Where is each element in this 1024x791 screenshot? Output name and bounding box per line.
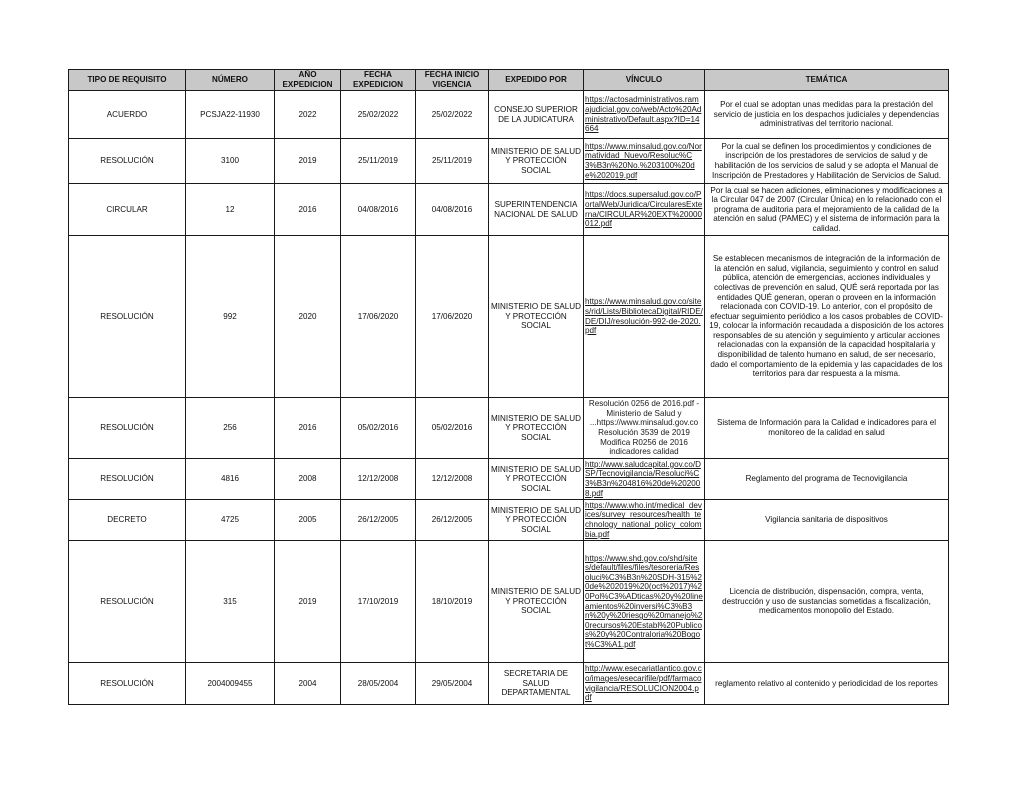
cell-vinculo-link[interactable]: https://www.shd.gov.co/shd/sites/default/files/files/tesoreria/Resoluci%C3%B3n%20SDH-315%20de%202019%20(oct%2017)%20Pol%C3%ADticas%20y%20lineamientos%20inversi%C3%B3n%20y%20riesgo%20manejo%20recursos%20Establ%20Publicos%20y%20Contraloria%20Bogot%C3%A1.pdf — [584, 541, 705, 663]
cell-fecha-vigencia: 18/10/2019 — [416, 541, 489, 663]
cell-tematica: Sistema de Información para la Calidad e indicadores para el monitoreo de la calidad en salud — [705, 398, 949, 459]
cell-numero: PCSJA22-11930 — [186, 91, 275, 139]
cell-vinculo-link[interactable]: https://docs.supersalud.gov.co/PortalWeb/Juridica/CircularesExterna/CIRCULAR%20EXT%20000012.pdf — [584, 184, 705, 236]
cell-anio: 2008 — [275, 459, 341, 500]
cell-tipo: RESOLUCIÓN — [69, 139, 186, 184]
cell-fecha-vigencia: 04/08/2016 — [416, 184, 489, 236]
cell-expedido-por: SUPERINTENDENCIA NACIONAL DE SALUD — [489, 184, 584, 236]
cell-vinculo-link[interactable]: https://actosadministrativos.ramajudicial.gov.co/web/Acto%20Administrativo/Default.aspx?ID=14664 — [584, 91, 705, 139]
header-tipo: TIPO DE REQUISITO — [69, 70, 186, 91]
cell-expedido-por: MINISTERIO DE SALUD Y PROTECCIÓN SOCIAL — [489, 541, 584, 663]
table-row — [69, 459, 949, 500]
cell-fecha-expedicion: 04/08/2016 — [341, 184, 416, 236]
cell-fecha-expedicion: 28/05/2004 — [341, 663, 416, 705]
cell-tipo: RESOLUCIÓN — [69, 398, 186, 459]
cell-fecha-vigencia: 29/05/2004 — [416, 663, 489, 705]
cell-numero: 256 — [186, 398, 275, 459]
cell-fecha-expedicion: 17/06/2020 — [341, 236, 416, 398]
cell-expedido-por: MINISTERIO DE SALUD Y PROTECCIÓN SOCIAL — [489, 459, 584, 500]
requirements-table — [68, 69, 949, 705]
cell-tipo: RESOLUCIÓN — [69, 541, 186, 663]
table-row — [69, 398, 949, 459]
cell-numero: 12 — [186, 184, 275, 236]
cell-fecha-expedicion: 17/10/2019 — [341, 541, 416, 663]
header-fecha-vigencia: FECHA INICIO VIGENCIA — [416, 70, 489, 91]
cell-vinculo-link[interactable]: http://www.saludcapital.gov.co/DSP/Tecnovigilancia/Resoluci%C3%B3n%204816%20de%202008.pdf — [584, 459, 705, 500]
table-row — [69, 663, 949, 705]
table-row — [69, 139, 949, 184]
table-row — [69, 184, 949, 236]
cell-vinculo-link[interactable]: https://www.minsalud.gov.co/Normatividad_Nuevo/Resoluc%C3%B3n%20No.%203100%20de%202019.pdf — [584, 139, 705, 184]
cell-tipo: RESOLUCIÓN — [69, 459, 186, 500]
cell-vinculo-link[interactable]: https://www.who.int/medical_devices/survey_resources/health_technology_national_policy_colombia.pdf — [584, 500, 705, 541]
cell-anio: 2004 — [275, 663, 341, 705]
cell-tematica: Por la cual se definen los procedimientos y condiciones de inscripción de los prestadores de servicios de salud y de habilitación de los servicios de salud y se adopta el Manual de Inscripción de Prestadores y Habilitación de Servicios de Salud. — [705, 139, 949, 184]
cell-tipo: ACUERDO — [69, 91, 186, 139]
cell-tematica: Por la cual se hacen adiciones, eliminaciones y modificaciones a la Circular 047 de 2007 (Circular Única) en lo relacionado con el programa de auditoria para el mejoramiento de la calidad de la atención en salud (PAMEC) y el sistema de información para la calidad. — [705, 184, 949, 236]
cell-numero: 3100 — [186, 139, 275, 184]
cell-expedido-por: SECRETARIA DE SALUD DEPARTAMENTAL — [489, 663, 584, 705]
cell-tipo: RESOLUCIÓN — [69, 236, 186, 398]
cell-vinculo-link[interactable]: https://www.minsalud.gov.co/sites/rid/Lists/BibliotecaDigital/RIDE/DE/DIJ/resolución-992-de-2020.pdf — [584, 236, 705, 398]
cell-fecha-vigencia: 25/11/2019 — [416, 139, 489, 184]
cell-fecha-vigencia: 12/12/2008 — [416, 459, 489, 500]
cell-anio: 2016 — [275, 184, 341, 236]
cell-vinculo-text[interactable]: Resolución 0256 de 2016.pdf - Ministerio de Salud y ...https://www.minsalud.gov.co Resolución 3539 de 2019 Modifica R0256 de 2016 indicadores calidad — [584, 398, 705, 459]
cell-expedido-por: MINISTERIO DE SALUD Y PROTECCIÓN SOCIAL — [489, 398, 584, 459]
cell-tematica: Se establecen mecanismos de integración de la información de la atención en salud, vigilancia, seguimiento y control en salud pública, atención de emergencias, acciones individuales y colectivas de prevención en salud, QUÉ será reportada por las entidades QUÉ generan, operan o proveen en la información relacionada con COVID-19. Lo anterior, con el propósito de efectuar seguimiento periódico a los casos probables de COVID-19, colocar la información recaudada a disposición de los actores responsables de su atención y seguimiento y articular acciones relacionadas con la expansión de la capacidad hospitalaria y disponibilidad de talento humano en salud, de ser necesario, dado el comportamiento de la epidemia y las capacidades de los territorios para dar respuesta a la misma. — [705, 236, 949, 398]
header-tematica: TEMÁTICA — [705, 70, 949, 91]
cell-expedido-por: MINISTERIO DE SALUD Y PROTECCIÓN SOCIAL — [489, 139, 584, 184]
header-expedido-por: EXPEDIDO POR — [489, 70, 584, 91]
cell-fecha-vigencia: 17/06/2020 — [416, 236, 489, 398]
header-fecha-expedicion: FECHA EXPEDICION — [341, 70, 416, 91]
cell-anio: 2019 — [275, 139, 341, 184]
cell-tipo: CIRCULAR — [69, 184, 186, 236]
cell-tematica: Reglamento del programa de Tecnovigilancia — [705, 459, 949, 500]
cell-tipo: RESOLUCIÓN — [69, 663, 186, 705]
requirements-sheet — [68, 69, 948, 705]
cell-anio: 2020 — [275, 236, 341, 398]
table-row — [69, 541, 949, 663]
cell-numero: 315 — [186, 541, 275, 663]
cell-tematica: reglamento relativo al contenido y periodicidad de los reportes — [705, 663, 949, 705]
header-vinculo: VÍNCULO — [584, 70, 705, 91]
cell-fecha-expedicion: 26/12/2005 — [341, 500, 416, 541]
cell-fecha-vigencia: 25/02/2022 — [416, 91, 489, 139]
cell-tematica: Vigilancia sanitaria de dispositivos — [705, 500, 949, 541]
cell-tematica: Licencia de distribución, dispensación, compra, venta, destrucción y uso de sustancias sometidas a fiscalización, medicamentos monopolio del Estado. — [705, 541, 949, 663]
cell-numero: 4725 — [186, 500, 275, 541]
cell-numero: 992 — [186, 236, 275, 398]
cell-fecha-expedicion: 25/11/2019 — [341, 139, 416, 184]
header-numero: NÚMERO — [186, 70, 275, 91]
cell-fecha-expedicion: 05/02/2016 — [341, 398, 416, 459]
cell-tipo: DECRETO — [69, 500, 186, 541]
cell-fecha-vigencia: 26/12/2005 — [416, 500, 489, 541]
cell-expedido-por: MINISTERIO DE SALUD Y PROTECCIÓN SOCIAL — [489, 236, 584, 398]
cell-tematica: Por el cual se adoptan unas medidas para la prestación del servicio de justicia en los despachos judiciales y dependencias administrativas del territorio nacional. — [705, 91, 949, 139]
table-row — [69, 500, 949, 541]
cell-anio: 2016 — [275, 398, 341, 459]
cell-fecha-vigencia: 05/02/2016 — [416, 398, 489, 459]
cell-expedido-por: CONSEJO SUPERIOR DE LA JUDICATURA — [489, 91, 584, 139]
cell-numero: 4816 — [186, 459, 275, 500]
cell-fecha-expedicion: 25/02/2022 — [341, 91, 416, 139]
table-row — [69, 236, 949, 398]
cell-anio: 2022 — [275, 91, 341, 139]
cell-fecha-expedicion: 12/12/2008 — [341, 459, 416, 500]
table-row — [69, 91, 949, 139]
header-anio: AÑO EXPEDICION — [275, 70, 341, 91]
cell-anio: 2005 — [275, 500, 341, 541]
header-row — [69, 70, 949, 91]
cell-expedido-por: MINISTERIO DE SALUD Y PROTECCIÓN SOCIAL — [489, 500, 584, 541]
cell-numero: 2004009455 — [186, 663, 275, 705]
cell-vinculo-link[interactable]: http://www.esecariatlantico.gov.co/images/esecarifile/pdf/farmacovigilancia/RESOLUCION2004.pdf — [584, 663, 705, 705]
cell-anio: 2019 — [275, 541, 341, 663]
